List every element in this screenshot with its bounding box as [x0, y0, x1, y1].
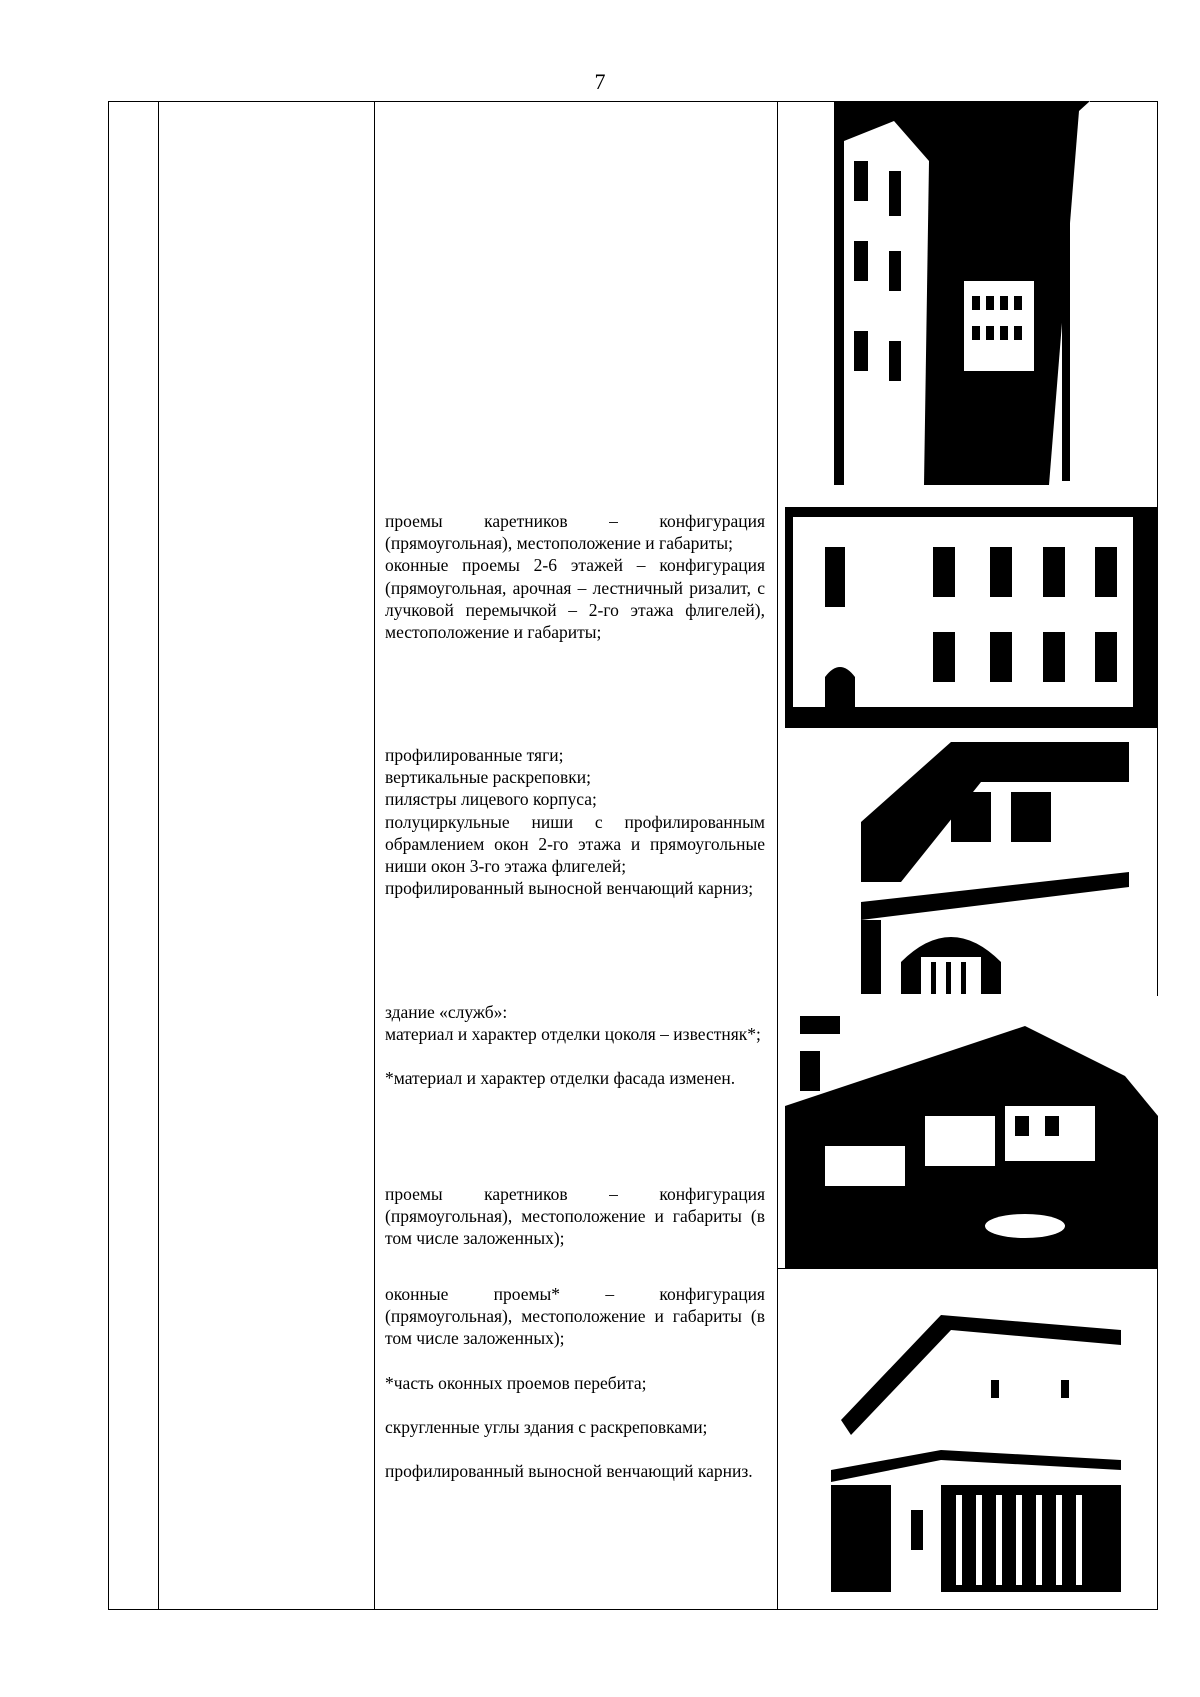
text-line: оконные проемы* – конфигурация (прямоугольная), местоположение и габариты (в том числе заложенных);	[385, 1284, 765, 1349]
arch-window-photo-icon	[861, 742, 1129, 994]
column-divider	[374, 101, 375, 1610]
text-line: скругленные углы здания с раскреповками;	[385, 1416, 708, 1437]
courtyard-photo-icon	[834, 101, 1090, 485]
text-block-carriage	[385, 1183, 765, 1250]
text-line: здание «служб»:	[385, 1002, 508, 1022]
text-line: полуциркульные ниши с профилированным обрамлением окон 2-го этажа и прямоугольные ниши окон 3-го этажа флигелей;	[385, 811, 765, 877]
rounded-corner-building-photo-icon	[821, 1310, 1121, 1592]
text-line: вертикальные раскреповки;	[385, 767, 592, 788]
column-divider	[777, 101, 778, 1610]
text-line: пилястры лицевого корпуса;	[385, 789, 597, 810]
text-line: материал и характер отделки цоколя – известняк*;	[385, 1024, 761, 1045]
text-block-openings	[385, 510, 765, 643]
service-building-photo-icon	[785, 996, 1158, 1268]
footnote: *материал и характер отделки фасада изменен.	[385, 1068, 736, 1089]
text-block-decor	[385, 744, 765, 899]
footnote: *часть оконных проемов перебита;	[385, 1372, 647, 1393]
column-divider	[158, 101, 159, 1610]
text-line: профилированный выносной венчающий карниз.	[385, 1461, 753, 1482]
page-number: 7	[594, 69, 606, 94]
text-line: профилированный выносной венчающий карниз;	[385, 878, 754, 899]
row-divider	[777, 1268, 1158, 1269]
text-line: проемы каретников – конфигурация (прямоугольная), местоположение и габариты (в том числе заложенных);	[385, 1184, 765, 1249]
text-line: профилированные тяги;	[385, 745, 564, 765]
text-line: проемы каретников – конфигурация (прямоугольная), местоположение и габариты;	[385, 511, 765, 554]
facade-photo-icon	[785, 507, 1158, 728]
text-line: оконные проемы 2-6 этажей – конфигурация (прямоугольная, арочная – лестничный ризалит, с лучковой перемычкой – 2-го этажа флигелей), местоположение и габариты;	[385, 555, 765, 643]
text-block-services	[385, 1001, 765, 1090]
text-block-windows	[385, 1283, 765, 1482]
